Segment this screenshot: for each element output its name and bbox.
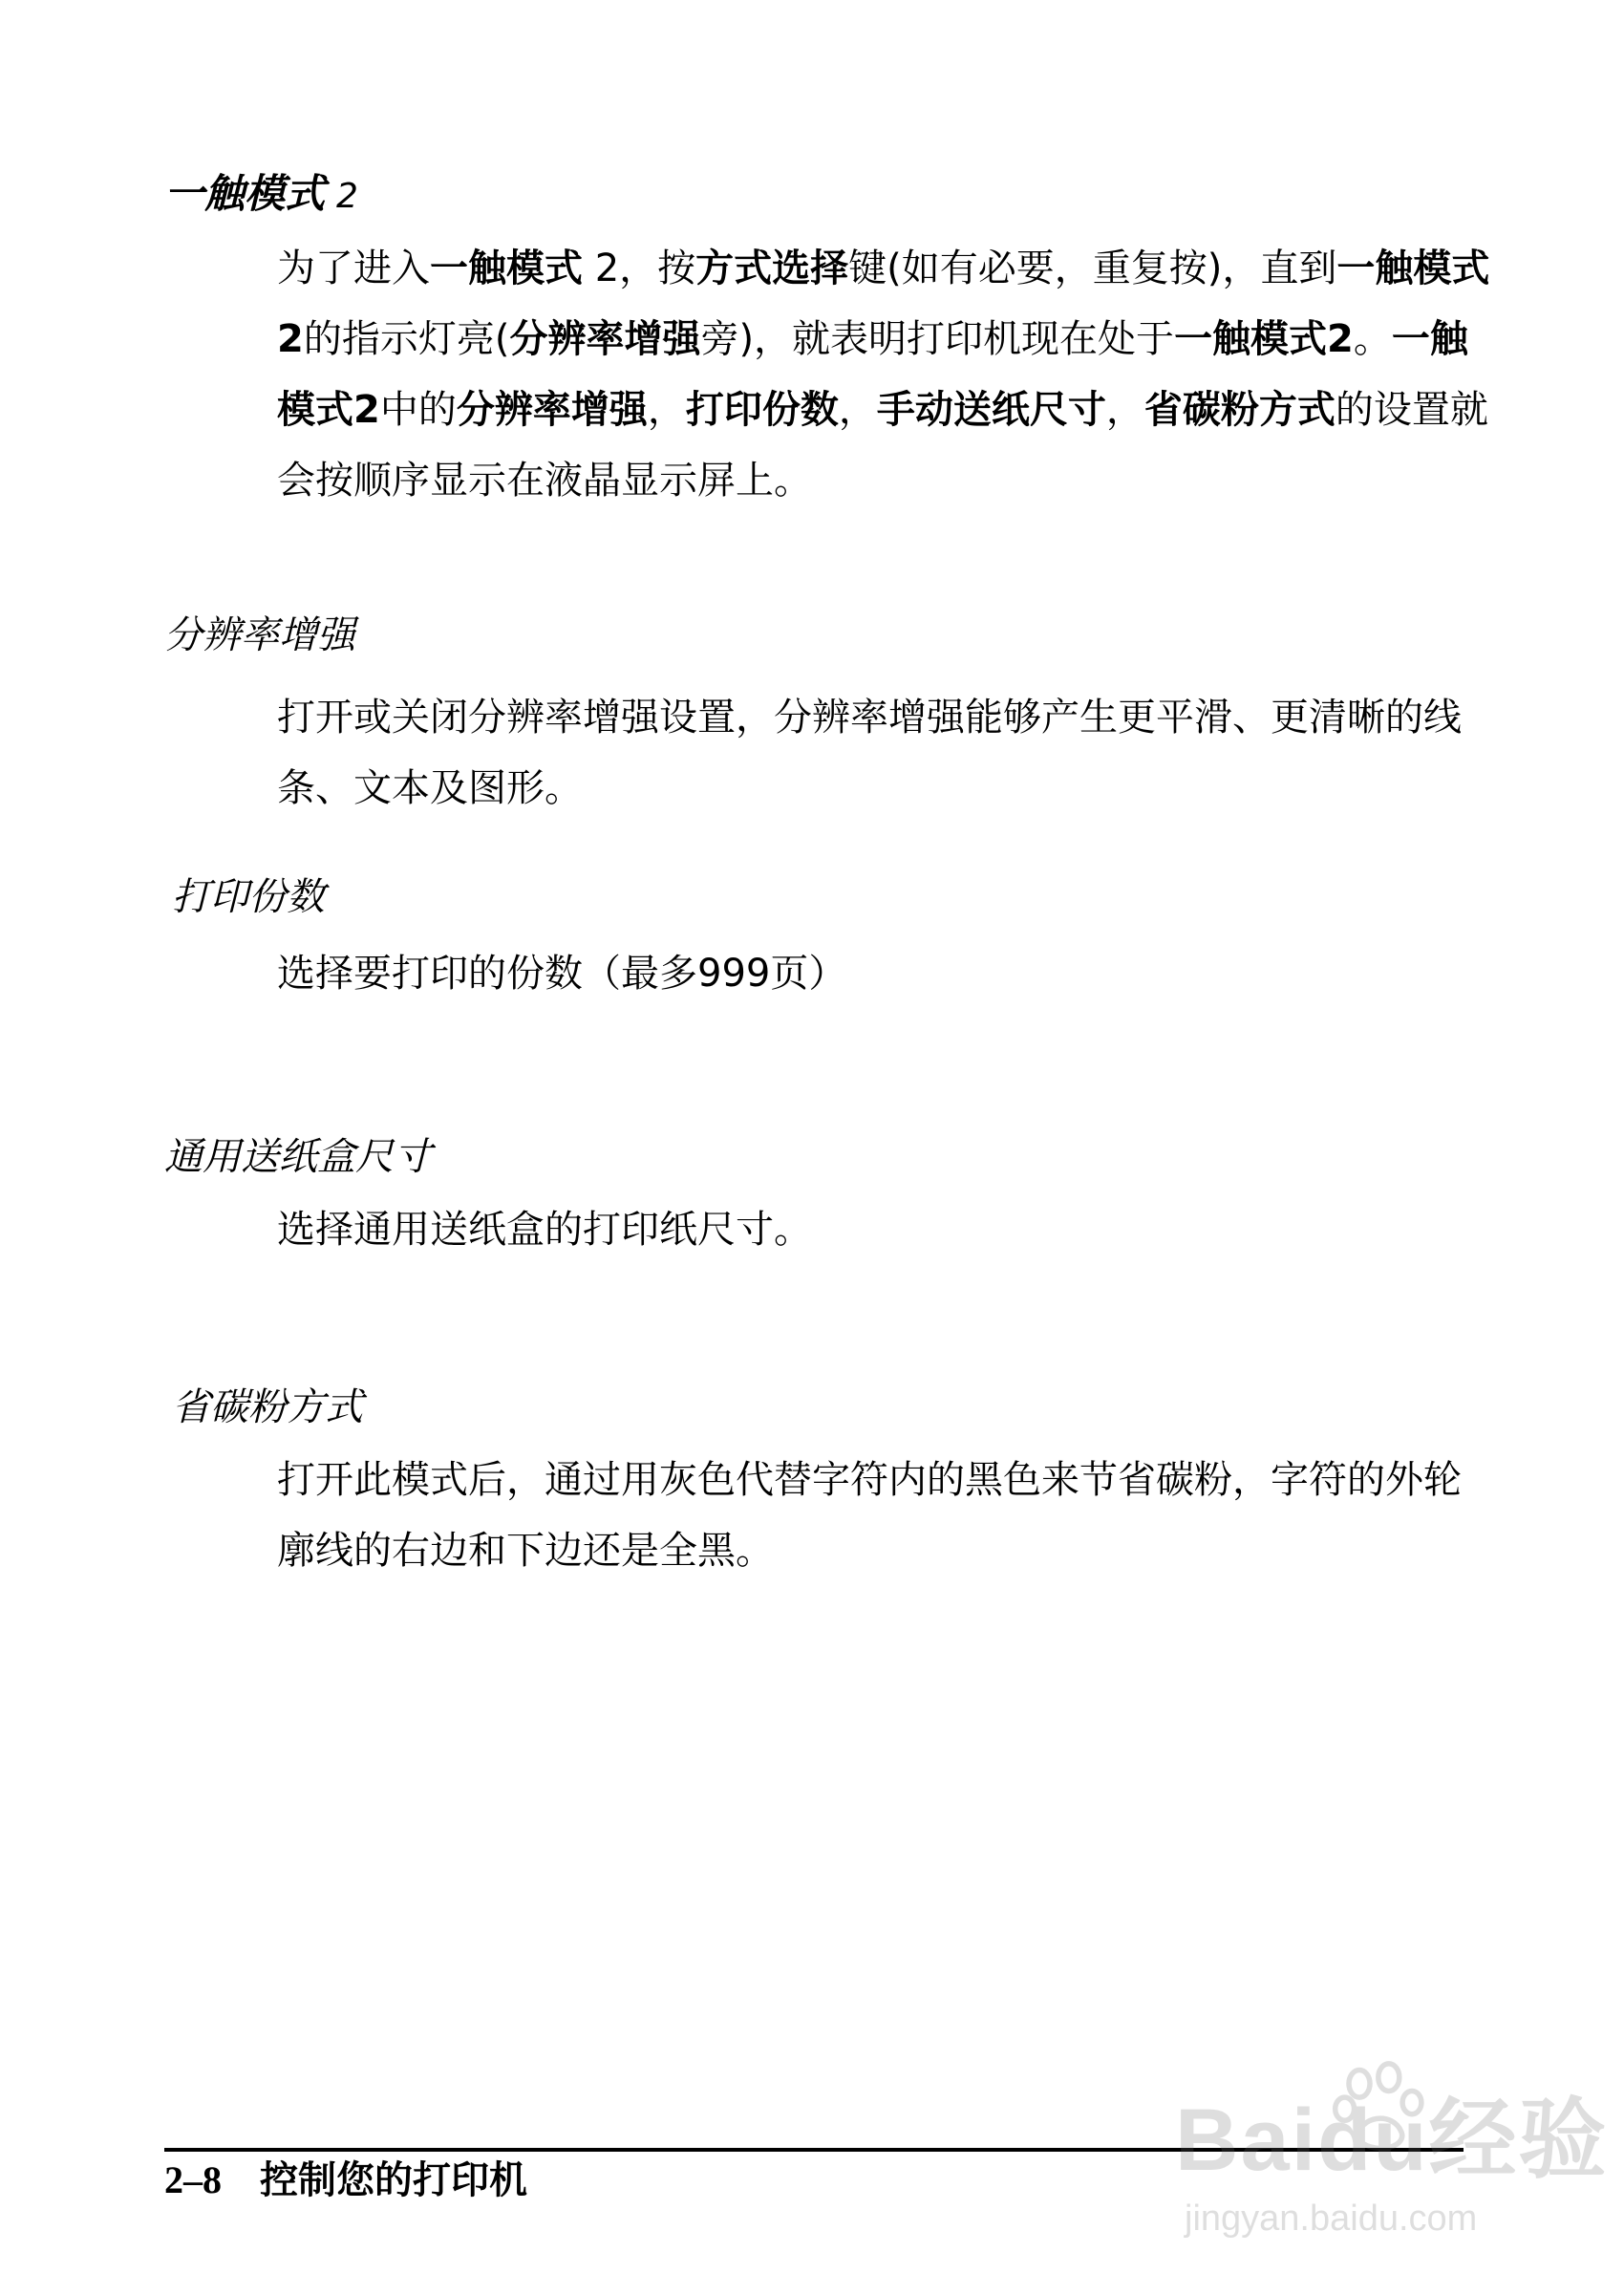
section-heading-mp-tray-size: 通用送纸盒尺寸 [164, 1135, 432, 1179]
body-text-run: 旁)，就表明打印机现在处于 [700, 317, 1175, 361]
bold-term: 省碳粉方式 [1143, 388, 1336, 432]
baidu-watermark [1175, 2054, 1609, 2245]
section-body-toner-save: 打开此模式后，通过用灰色代替字符内的黑色来节省碳粉，字符的外轮廓线的右边和下边还是全黑。 [277, 1458, 1462, 1573]
bold-term: 一触模式 [430, 247, 583, 290]
body-text-run: 中的 [379, 388, 457, 432]
footer [164, 2154, 527, 2207]
body-text-run: 的指示灯亮( [303, 317, 510, 361]
section-heading-resolution-enhancement: 分辨率增强 [164, 613, 355, 657]
watermark-url: jingyan.baidu.com [1185, 2199, 1478, 2239]
body-text-run: 。 [1353, 317, 1392, 361]
section-heading-copies: 打印份数 [172, 875, 325, 919]
section-heading-one-touch-mode-2 [164, 170, 358, 221]
body-text-run: ， [647, 388, 686, 432]
bold-term: 分辨率增强 [509, 317, 701, 361]
body-text-run: ， [1105, 388, 1144, 432]
section-heading-toner-save: 省碳粉方式 [172, 1385, 363, 1429]
section-body-copies: 选择要打印的份数（最多999页） [277, 952, 847, 996]
bold-term: 手动送纸尺寸 [876, 388, 1106, 432]
section-body-mp-tray-size: 选择通用送纸盒的打印纸尺寸。 [277, 1208, 812, 1252]
section-body-resolution-enhancement: 打开或关闭分辨率增强设置，分辨率增强能够产生更平滑、更清晰的线条、文本及图形。 [277, 696, 1462, 810]
body-text-run: 的设置就会按顺序显示在液晶显示屏上。 [277, 388, 1488, 503]
body-text-run: 键(如有必要，重复按)，直到 [848, 247, 1337, 290]
bold-term: 方式选择 [695, 247, 849, 290]
body-text-run: 2，按 [583, 247, 696, 290]
section-body-one-touch-mode-2 [277, 233, 1490, 516]
heading-number: 2 [336, 177, 358, 216]
bold-term: 一触模式2 [277, 247, 1490, 361]
bold-term: 打印份数 [685, 388, 839, 432]
body-text-run: 为了进入 [277, 247, 430, 290]
bold-term: 一触模式2 [1174, 317, 1354, 361]
body-text-run: ， [838, 388, 877, 432]
watermark-logo: Baidu经验 [1175, 2092, 1609, 2189]
heading-text: 一触模式 [164, 170, 326, 217]
footer-title: 控制您的打印机 [260, 2158, 527, 2202]
bold-term: 一触模式2 [277, 317, 1468, 432]
bold-term: 分辨率增强 [456, 388, 648, 432]
page-number: 2–8 [164, 2158, 222, 2201]
